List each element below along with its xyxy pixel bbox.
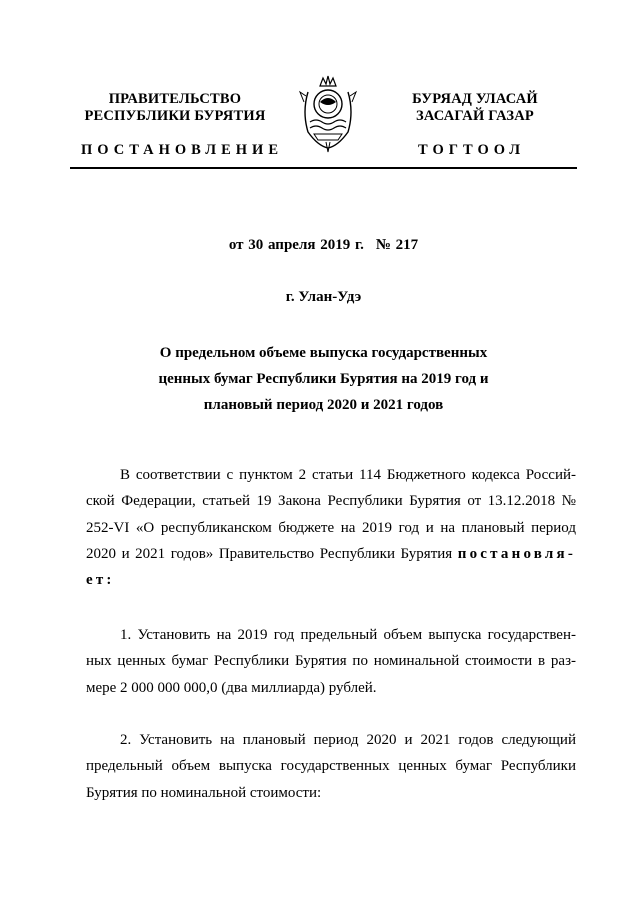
item-2-text: 2. Установить на плановый период 2020 и 2021 годов следующий предельный объем выпуска государственных ценных бумаг Республики Бурятия по номинальной стоимости: xyxy=(86,732,576,801)
doc-type-buryat: ТОГТООЛ xyxy=(418,142,526,158)
coat-of-arms-icon xyxy=(296,72,360,156)
item-1-paragraph xyxy=(86,622,576,701)
item-1-text: 1. Установить на 2019 год предельный объем выпуска государствен-ных ценных бумаг Республики Бурятия по номинальной стоимости в раз-мере 2 000 000 000,0 (два миллиарда) рублей. xyxy=(86,627,576,696)
header-right-line1: БУРЯАД УЛАСАЙ xyxy=(412,91,538,107)
header-right-line2: ЗАСАГАЙ ГАЗАР xyxy=(416,108,534,124)
document-city: г. Улан-Удэ xyxy=(285,289,362,305)
item-2-paragraph xyxy=(86,727,576,806)
document-title xyxy=(70,340,577,418)
header-right xyxy=(380,91,570,125)
document-date: от 30 апреля 2019 г. xyxy=(228,237,364,253)
doc-type-russian: ПОСТАНОВЛЕНИЕ xyxy=(81,142,284,158)
title-line-3: плановый период 2020 и 2021 годов xyxy=(203,397,444,413)
document-date-line xyxy=(70,237,577,254)
header-left-line1: ПРАВИТЕЛЬСТВО xyxy=(108,91,242,107)
document-number: № 217 xyxy=(375,237,419,253)
preamble-text: В соответствии с пунктом 2 статьи 114 Бюджетного кодекса Россий-ской Федерации, статьей 19 Закона Республики Бурятия от 13.12.2018 № 252-VI «О республиканском бюджете на 2019 год и на плановый период 2020 и 2021 годов» Правительство Республики Бурятия xyxy=(86,467,576,562)
preamble-paragraph xyxy=(86,462,576,593)
title-line-2: ценных бумаг Республики Бурятия на 2019 год и xyxy=(158,371,489,387)
title-line-1: О предельном объеме выпуска государственных xyxy=(159,345,488,361)
header-left xyxy=(70,91,280,125)
header-divider xyxy=(70,167,577,169)
header-left-line2: РЕСПУБЛИКИ БУРЯТИЯ xyxy=(84,108,266,124)
decree-word: постановля-ет: xyxy=(86,545,577,589)
